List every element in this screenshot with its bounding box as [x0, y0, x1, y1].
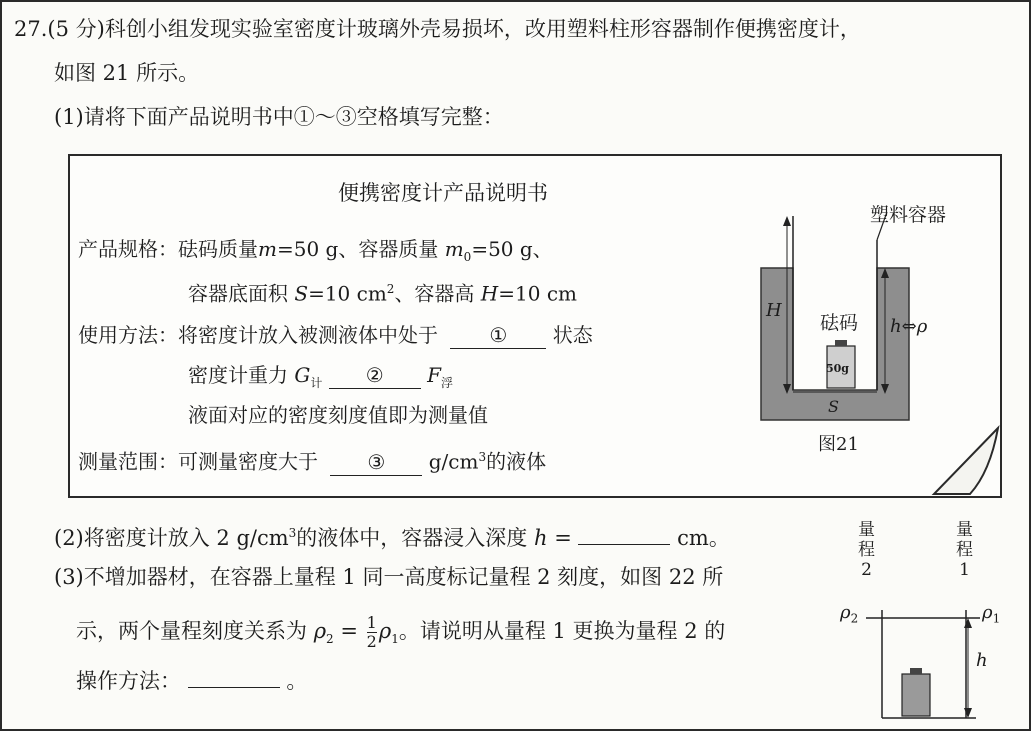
spec-line-2: 容器底面积 S=10 $cm^2$、容器高 H=10 cm: [188, 281, 577, 306]
blank-1[interactable]: ①: [450, 322, 546, 349]
label-weight: 砝码: [820, 312, 859, 334]
fig22-rho-1: $\rho_1$: [982, 602, 1001, 626]
spec-line-1: 产品规格：砝码质量m=50 g、容器质量 $m_0=50$ g、: [78, 237, 553, 264]
part-3-line-1: (3)不增加器材，在容器上量程 1 同一高度标记量程 2 刻度，如图 22 所: [54, 565, 724, 589]
figure-21-caption: 图21: [818, 434, 859, 455]
usage-line-2: 密度计重力 $G_计$ ② $F_浮$: [188, 363, 453, 390]
label-h-rho: h⇔ρ: [890, 316, 928, 337]
part-3-line-2: 示，两个量程刻度关系为 $\rho_2$ = $\frac{1}{2}$ $\rho_1$。请说明从量程 1 更换为量程 2 的: [76, 613, 726, 651]
answer-blank-part-2[interactable]: [578, 544, 670, 545]
label-plastic-container: 塑料容器: [870, 204, 947, 226]
question-line-1: 27.(5 分)科创小组发现实验室密度计玻璃外壳易损坏，改用塑料柱形容器制作便携密度计，: [14, 17, 861, 41]
question-number: 27.: [14, 17, 48, 41]
answer-blank-part-3[interactable]: [188, 687, 280, 688]
figure-21-diagram: [747, 198, 997, 468]
part-3-line-3: 操作方法： 。: [76, 669, 308, 693]
range-2-label: 量 程 2: [858, 520, 875, 580]
label-S: S: [828, 397, 839, 416]
usage-line-1: 使用方法：将密度计放入被测液体中处于 ① 状态: [78, 323, 593, 347]
label-H: H: [766, 300, 782, 321]
manual-title: 便携密度计产品说明书: [338, 181, 548, 205]
label-50g: 50g: [826, 362, 849, 375]
fig22-rho-2: $\rho_2$: [840, 602, 859, 626]
fraction-one-half: $\frac{1}{2}$: [366, 613, 377, 651]
part-2: (2)将密度计放入 2 $g/cm^3$的液体中，容器浸入深度 h = cm。: [54, 526, 730, 550]
range-1-label: 量 程 1: [956, 520, 973, 580]
range-line: 测量范围：可测量密度大于 ③ $g/cm^3$的液体: [78, 449, 547, 474]
blank-3[interactable]: ③: [330, 449, 422, 476]
fig22-h-label: h: [976, 650, 988, 671]
blank-2[interactable]: ②: [329, 362, 421, 389]
part-1-prompt: (1)请将下面产品说明书中①～③空格填写完整：: [54, 105, 504, 129]
question-line-2: 如图 21 所示。: [54, 61, 200, 85]
usage-line-3: 液面对应的密度刻度值即为测量值: [188, 403, 488, 427]
